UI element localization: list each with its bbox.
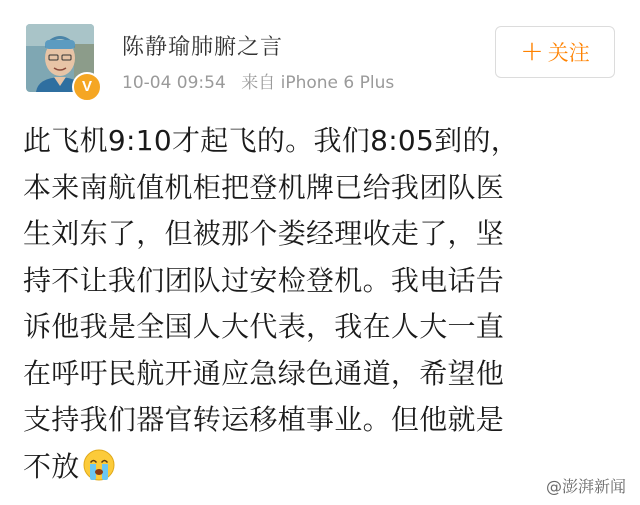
watermark: @澎湃新闻 — [545, 477, 626, 496]
post-line: 在呼吁民航开通应急绿色通道，希望他 — [23, 356, 505, 390]
post-line-text: 不放 — [23, 449, 80, 483]
follow-button[interactable] — [495, 26, 615, 78]
post-line: 诉他我是全国人大代表，我在人大一直 — [23, 310, 505, 343]
post-time: 10-04 09:54 — [122, 73, 226, 93]
post-line-last — [23, 444, 628, 491]
post-source: 来自 iPhone 6 Plus — [241, 73, 395, 93]
crying-face-icon — [82, 448, 116, 482]
post-line: 支持我们器官转运移植事业。但他就是 — [23, 403, 505, 436]
post-line: 生刘东了，但被那个娄经理收走了，坚 — [23, 217, 505, 250]
avatar-container[interactable] — [26, 24, 94, 95]
author-name[interactable]: 陈静瑜肺腑之言 — [122, 35, 284, 60]
post-line: 本来南航值机柜把登机牌已给我团队医 — [23, 170, 505, 204]
post-line: 持不让我们团队过安检登机。我电话告 — [23, 263, 505, 297]
post-content — [23, 118, 628, 490]
plus-icon: + — [520, 34, 544, 67]
follow-label: 关注 — [547, 41, 590, 65]
post-meta — [122, 68, 394, 93]
verified-badge-icon: V — [72, 72, 102, 102]
post-line: 此飞机9:10才起飞的。我们8:05到的， — [23, 124, 520, 157]
